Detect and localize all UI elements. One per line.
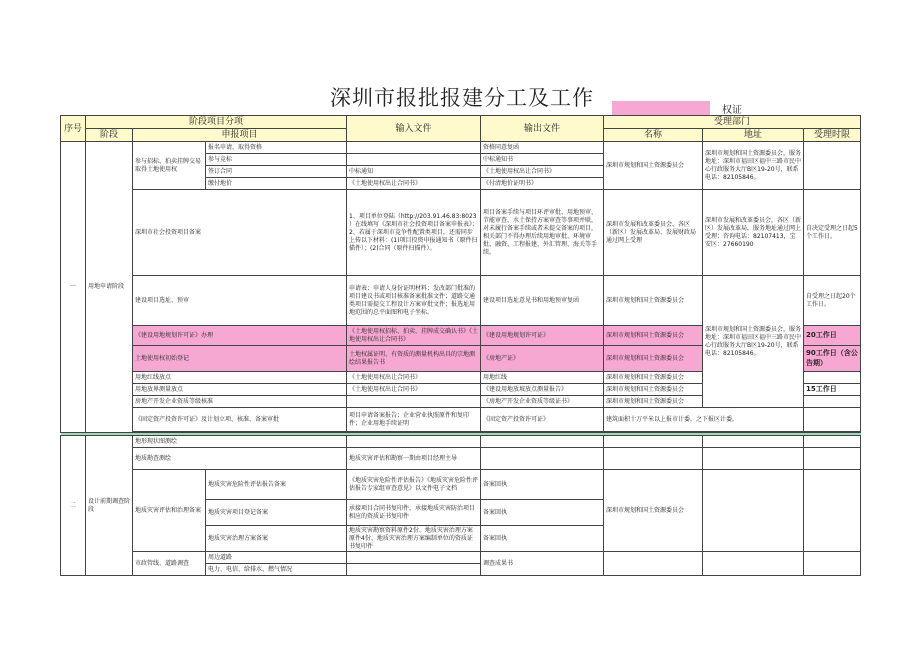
table-cell-addr [703, 552, 804, 576]
table-cell-in: 申请表；申请人身份证明材料；发改部门批准的项目建议书或项目核准备案批准文件；道路交通类项目需提交工程设计方案审批文件；报选址用地范围的总平面图和电子坐标。 [347, 276, 481, 326]
header-seq: 序号 [61, 116, 86, 142]
table-cell-in [347, 142, 481, 154]
table-cell-out: 《建设用地放坡放点测量报告》 [481, 384, 604, 396]
table-cell-item: 深圳市社会投资项目备案 [133, 190, 347, 276]
table-cell-out: 建设项目选址意见书和用地预审复函 [481, 276, 604, 326]
table-cell-limit [804, 396, 861, 408]
table-cell-out: 项目备案手续与项目环评审批、用地预审、节能审查、水土保持方案审查等事项并联，对未履行备案手续或者未提交备案的项目，相关部门不得办理后续用地审批、环境审批、融资、工程报建、外汇管理、海关等手续。 [481, 190, 604, 276]
header-output-files: 输出文件 [481, 116, 604, 142]
table-cell-item: 用地红线放点 [133, 372, 347, 384]
header-stage-group: 阶段项目分项 [86, 116, 347, 129]
table-cell-addr: 深圳市规划和国土资源委员会，服务地址：深圳市福田区福中三路市民中心行政服务大厅B区19-20号，联系电话：82105846。 [703, 276, 804, 408]
table-cell-item: 《固定资产投资许可证》及计划立项、核准、备案审批 [133, 408, 347, 432]
table-cell-item: 建设项目选址、预审 [133, 276, 347, 326]
table-cell-out: 资格同意复函 [481, 142, 604, 154]
table-cell-item: 地质勘查测绘 [133, 448, 347, 470]
table-cell-out: 《付清地价证明书》 [481, 178, 604, 190]
table-cell-group: 市政管线、道路调查 [133, 552, 206, 576]
table-cell-limit: 自决定受理之日起5个工作日。 [804, 190, 861, 276]
header-dept-group: 受理部门 [604, 116, 861, 129]
table-cell-item: 地质灾害项目登记备案 [206, 500, 347, 526]
header-address: 地址 [703, 129, 804, 142]
table-cell-dept [604, 552, 703, 576]
table-cell-in: 地质灾害勘察资料原件2份、地质灾害治理方案原件4份、地质灾害治理方案编制单位的资质证书复印件 [347, 526, 481, 552]
table-cell-item: 地质灾害危险性评估报告备案 [206, 470, 347, 500]
section-seq: 一 [61, 142, 86, 433]
table-cell-empty [804, 408, 861, 432]
table-cell-dept: 深圳市规划和国土资源委员会 [604, 346, 703, 372]
table-cell-dept [604, 436, 703, 448]
header-time-limit: 受理时限 [804, 129, 861, 142]
table-cell-out: 《房地产开发企业资质等级证书》 [481, 396, 604, 408]
table-cell-item: 地形现状图测绘 [133, 436, 347, 448]
table-cell-sub: 缴付地价 [206, 178, 347, 190]
table-cell-out [481, 436, 604, 448]
table-cell-limit [804, 142, 861, 190]
table-cell-limit [804, 470, 861, 552]
table-cell-group: 地质灾害评估和治理备案 [133, 470, 206, 552]
table-cell-in [347, 436, 481, 448]
table-cell-in: 承接项目合同书复印件、承接地质灾害防治项目相应的资质证书复印件 [347, 500, 481, 526]
table-cell-in: 《土地使用权出让合同书》 [347, 178, 481, 190]
table-cell-item: 周边道路 [206, 552, 347, 564]
table-cell-limit: 建筑面积十万平米以上报市计委，之下报区计委。 [604, 408, 804, 432]
table-cell-limit [804, 436, 861, 448]
table-cell-sub: 参与竞标 [206, 154, 347, 166]
table-cell-item: 电力、电信、给排水、燃气情况 [206, 564, 347, 576]
table-cell-in: 地质灾害评估和勘察一期由项目经理主导 [347, 448, 481, 470]
table-cell-in: 《地质灾害危险性评估报告》《地质灾害危险性评估报告专家组审查意见》以文件电子文档 [347, 470, 481, 500]
table-cell-in [347, 154, 481, 166]
table-cell-item: 《建设用地规划许可证》办理 [133, 326, 347, 346]
table-cell-out: 《固定资产投资许可证》 [481, 408, 604, 432]
table-cell-item: 地质灾害治理方案备案 [206, 526, 347, 552]
page-title: 深圳市报批报建分工及工作 [330, 86, 594, 110]
table-cell-sub: 报名申请、取得资格 [206, 142, 347, 154]
table-cell-addr [703, 436, 804, 448]
table-cell-in: 中标通知 [347, 166, 481, 178]
section-stage: 用地申请阶段 [86, 142, 133, 433]
table-cell-addr [703, 448, 804, 470]
table-cell-out: 《建设用地规划许可证》 [481, 326, 604, 346]
table-cell-item: 房地产开发企业资质等级核准 [133, 396, 347, 408]
table-cell-addr: 深圳市规划和国土资源委员会，服务地址：深圳市福田区福中三路市民中心行政服务大厅B区19-20号，联系电话：82105846。 [703, 142, 804, 190]
table-cell-limit [804, 372, 861, 384]
table-cell-dept: 深圳市规划和国土资源委员会 [604, 142, 703, 190]
table-cell-out: 备案回执 [481, 470, 604, 500]
table-cell-out: 备案回执 [481, 500, 604, 526]
table-cell-out: 调查成果书 [481, 552, 604, 576]
table-cell-item: 参与招标、拍卖挂牌交易取得土地使用权 [133, 142, 206, 190]
table-cell-addr: 深圳市发展和改革委员会，各区（新区）发展改革局，服务地址通过网上受理；咨询电话：82107413，宝安区：27660190 [703, 190, 804, 276]
table-cell-out: 《土地使用权出让合同书》 [481, 166, 604, 178]
table-cell-out: 《房地产证》 [481, 346, 604, 372]
table-cell-in [347, 396, 481, 408]
header-name: 名称 [604, 129, 703, 142]
header-stage: 阶段 [86, 129, 133, 142]
table-cell-limit [804, 448, 861, 470]
table-cell-in: 《土地使用权出让合同书》 [347, 384, 481, 396]
table-cell-limit: 自受理之日起20个工作日。 [804, 276, 861, 326]
table-cell-addr [703, 470, 804, 552]
table-cell-in: 《土地使用权出让合同书》 [347, 372, 481, 384]
table-cell-dept [604, 448, 703, 470]
section-stage: 设计前期调查阶段 [86, 436, 133, 576]
highlight-box [612, 101, 710, 115]
table-cell-in [347, 552, 481, 564]
table-cell-out: 用地红线 [481, 372, 604, 384]
table-cell-item: 用地放界测量放点 [133, 384, 347, 396]
table-cell-dept: 深圳市规划和国土资源委员会 [604, 384, 703, 396]
table-cell-out: 中标通知书 [481, 154, 604, 166]
table-cell-in [347, 564, 481, 576]
table-cell-sub: 签订合同 [206, 166, 347, 178]
header-input-files: 输入文件 [347, 116, 481, 142]
table-cell-in: 项目申请备案报告；企业营业执照原件和复印件；企业用地手续证明 [347, 408, 481, 432]
table-cell-in: 土地权属证明、有资质的测量机构出具的宗地测绘结果报告书 [347, 346, 481, 372]
table-cell-dept: 深圳市规划和国土资源委员会 [604, 276, 703, 326]
table-cell-limit [804, 552, 861, 576]
table-cell-limit: 15工作日 [804, 384, 861, 396]
table-cell-dept: 深圳市发展和改革委员会、各区（新区）发展改革局、发展财政局通过网上受理 [604, 190, 703, 276]
table-cell-in: 1、项目单位登陆（http://203.91.46.83:8023 ）在线填写《深圳市社会投资项目备案申报表》；2、若属于深圳市竞争性配置类项目，还需同步上传以下材料：(1)项目投资申报通知书（原件扫描件）；(2)合同（原件扫描件）。 [347, 190, 481, 276]
approval-table [60, 115, 861, 576]
table-cell-item: 土地使用权初始登记 [133, 346, 347, 372]
table-cell-limit: 20工作日 [804, 326, 861, 346]
table-cell-dept: 深圳市规划和国土资源委员会 [604, 396, 703, 408]
table-cell-dept: 深圳市规划和国土资源委员会 [604, 470, 703, 552]
section-seq: 二 [61, 436, 86, 576]
table-cell-dept: 深圳市规划和国土资源委员会 [604, 326, 703, 346]
table-cell-out [481, 448, 604, 470]
table-cell-dept: 深圳市规划和国土资源委员会 [604, 372, 703, 384]
top-right-label: 权证 [722, 105, 742, 116]
table-cell-out: 备案回执 [481, 526, 604, 552]
header-declare-item: 申报项目 [133, 129, 347, 142]
table-cell-limit: 90工作日（含公告期） [804, 346, 861, 372]
table-cell-in: 《土地使用权招标、拍卖、挂牌成交确认书》《土地使用权出让合同书》 [347, 326, 481, 346]
